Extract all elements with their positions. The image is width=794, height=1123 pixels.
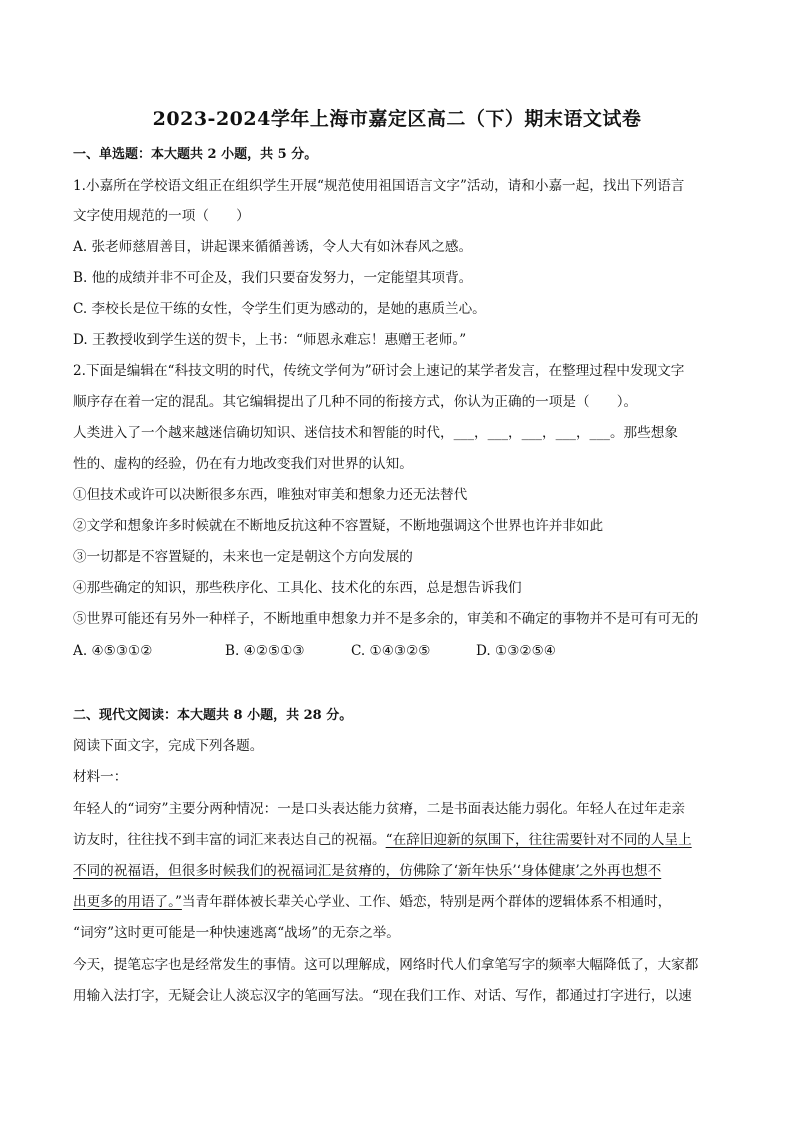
reading-instruction: 阅读下面文字，完成下列各题。 — [73, 738, 264, 754]
q2-choice-b: B. ④②⑤①③ — [225, 643, 305, 659]
paragraph1-line5: “词穷”这时更可能是一种快速逃离“战场”的无奈之举。 — [73, 925, 400, 941]
q2-choices — [73, 641, 721, 661]
q2-choice-d: D. ①③②⑤④ — [476, 643, 556, 659]
q2-passage-line1: 人类进入了一个越来越迷信确切知识、迷信技术和智能的时代，___，___，___，___，___。那些想象 — [73, 425, 678, 441]
paragraph1-line4-plain: 当青年群体被长辈关心学业、工作、婚恋，特别是两个群体的逻辑体系不相通时， — [181, 894, 672, 910]
q2-passage-line2: 性的、虚构的经验，仍在有力地改变我们对世界的认知。 — [73, 456, 413, 472]
q1-option-c: C. 李校长是位干练的女性，令学生们更为感动的，是她的惠质兰心。 — [73, 301, 486, 317]
q2-item-2: ②文学和想象许多时候就在不断地反抗这种不容置疑，不断地强调这个世界也许并非如此 — [73, 518, 604, 534]
q1-option-d: D. 王教授收到学生送的贺卡，上书：“师恩永难忘！惠赠王老师。” — [73, 332, 467, 348]
paragraph1-line1: 年轻人的“词穷”主要分两种情况：一是口头表达能力贫瘠，二是书面表达能力弱化。年轻人在过年走亲 — [73, 801, 686, 817]
q2-choice-c: C. ①④③②⑤ — [351, 643, 431, 659]
q2-choice-a: A. ④⑤③①② — [73, 643, 153, 659]
paragraph1-line4 — [73, 892, 721, 912]
q2-item-3: ③一切都是不容置疑的，未来也一定是朝这个方向发展的 — [73, 549, 413, 565]
page-title: 2023-2024学年上海市嘉定区高二（下）期末语文试卷 — [152, 108, 642, 130]
q2-item-5: ⑤世界可能还有另外一种样子，不断地重申想象力并不是多余的，审美和不确定的事物并不是可有可无的 — [73, 611, 699, 627]
paragraph1-line3 — [73, 861, 721, 881]
q2-stem-line2: 顺序存在着一定的混乱。其它编辑提出了几种不同的衔接方式，你认为正确的一项是（ ）。 — [73, 394, 638, 410]
paragraph2-line1: 今天，提笔忘字也是经常发生的事情。这可以理解成，网络时代人们拿笔写字的频率大幅降低了，大家都 — [73, 957, 699, 973]
material-label: 材料一： — [73, 769, 128, 785]
q1-option-a: A. 张老师慈眉善目，讲起课来循循善诱，令人大有如沐春风之感。 — [73, 239, 473, 255]
paragraph1-line2 — [73, 830, 721, 850]
paragraph2-line2: 用输入法打字，无疑会让人淡忘汉字的笔画写法。“现在我们工作、对话、写作，都通过打字进行，以速 — [73, 988, 692, 1004]
section2-heading: 二、现代文阅读：本大题共 8 小题，共 28 分。 — [73, 708, 353, 723]
q2-stem-line1: 2.下面是编辑在“科技文明的时代，传统文学何为”研讨会上速记的某学者发言，在整理过程中发现文字 — [73, 363, 685, 379]
underlined-quote-part1: “在辞旧迎新的氛围下，往往需要针对不同的人呈上 — [385, 832, 692, 848]
section1-heading: 一、单选题：本大题共 2 小题，共 5 分。 — [73, 147, 318, 162]
underlined-quote-part3: 出更多的用语了。” — [73, 894, 182, 910]
q2-item-4: ④那些确定的知识，那些秩序化、工具化、技术化的东西，总是想告诉我们 — [73, 580, 522, 596]
paragraph1-line2-plain: 访友时，往往找不到丰富的词汇来表达自己的祝福。 — [73, 832, 386, 848]
q1-option-b: B. 他的成绩并非不可企及，我们只要奋发努力，一定能望其项背。 — [73, 270, 473, 286]
q2-item-1: ①但技术或许可以决断很多东西，唯独对审美和想象力还无法替代 — [73, 487, 468, 503]
q1-stem-line2: 文字使用规范的一项（ ） — [73, 208, 250, 224]
q1-stem-line1: 1.小嘉所在学校语文组正在组织学生开展“规范使用祖国语言文字”活动，请和小嘉一起，找出下列语言 — [73, 178, 685, 194]
underlined-quote-part2: 不同的祝福语，但很多时候我们的祝福词汇是贫瘠的，仿佛除了‘新年快乐’‘身体健康’之外再也想不 — [73, 863, 662, 879]
